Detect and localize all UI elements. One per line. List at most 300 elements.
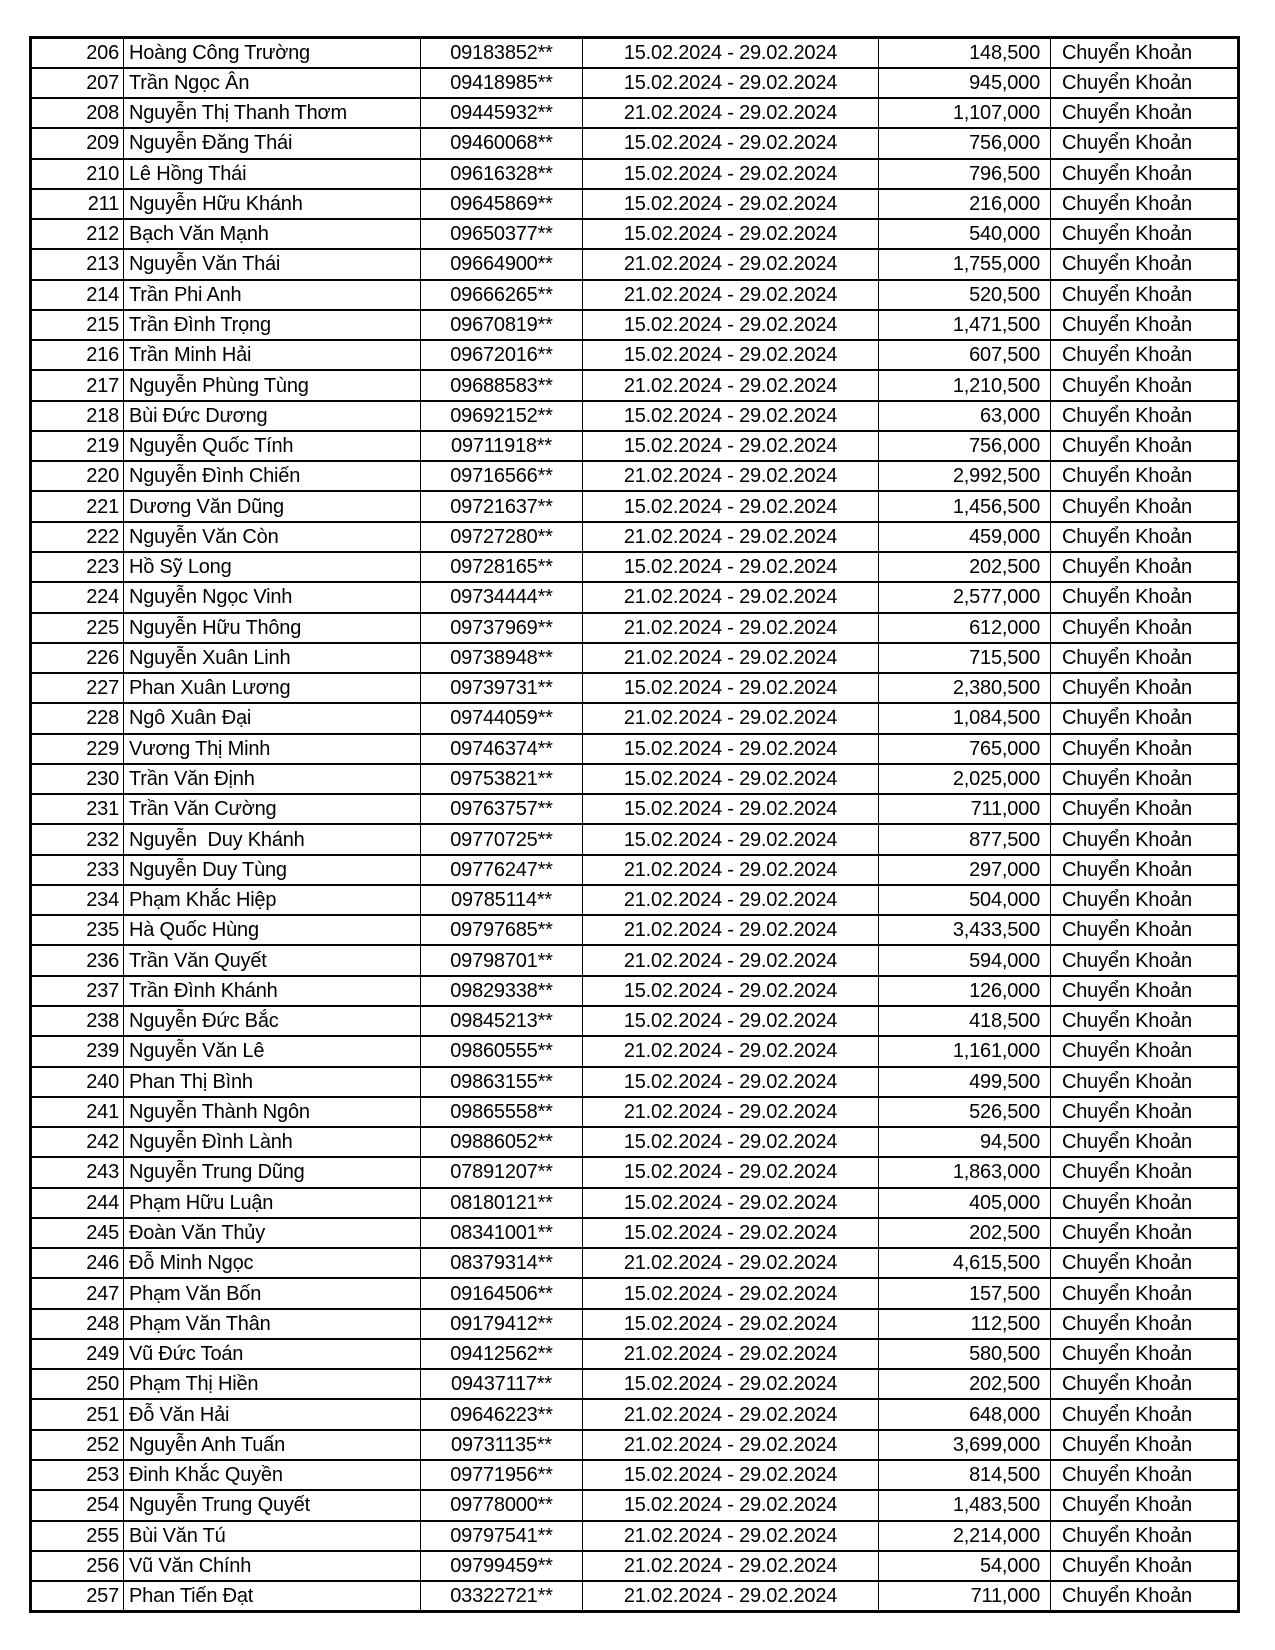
phone-masked-cell: 08341001** [421,1218,583,1248]
table-row [31,189,1239,219]
amount-cell: 202,500 [879,552,1051,582]
phone-masked-cell: 07891207** [421,1157,583,1187]
period-cell: 21.02.2024 - 29.02.2024 [583,1339,879,1369]
payment-method-cell: Chuyển Khoản [1051,1460,1239,1490]
phone-masked-cell: 09721637** [421,491,583,521]
period-cell: 15.02.2024 - 29.02.2024 [583,219,879,249]
table-row [31,855,1239,885]
full-name-cell: Đỗ Minh Ngọc [124,1248,421,1278]
payment-method-cell: Chuyển Khoản [1051,1309,1239,1339]
full-name-cell: Nguyễn Duy Khánh [124,824,421,854]
row-number-cell: 228 [31,703,124,733]
table-row [31,582,1239,612]
period-cell: 21.02.2024 - 29.02.2024 [583,1551,879,1581]
amount-cell: 4,615,500 [879,1248,1051,1278]
period-cell: 15.02.2024 - 29.02.2024 [583,159,879,189]
full-name-cell: Nguyễn Thành Ngôn [124,1097,421,1127]
full-name-cell: Đinh Khắc Quyền [124,1460,421,1490]
table-row [31,1369,1239,1399]
period-cell: 21.02.2024 - 29.02.2024 [583,703,879,733]
phone-masked-cell: 09672016** [421,340,583,370]
row-number-cell: 252 [31,1430,124,1460]
row-number-cell: 240 [31,1067,124,1097]
phone-masked-cell: 09778000** [421,1490,583,1520]
amount-cell: 756,000 [879,128,1051,158]
full-name-cell: Hà Quốc Hùng [124,915,421,945]
period-cell: 15.02.2024 - 29.02.2024 [583,1369,879,1399]
amount-cell: 2,577,000 [879,582,1051,612]
phone-masked-cell: 09418985** [421,68,583,98]
phone-masked-cell: 09460068** [421,128,583,158]
table-row [31,976,1239,1006]
row-number-cell: 251 [31,1399,124,1429]
amount-cell: 148,500 [879,38,1051,68]
row-number-cell: 213 [31,249,124,279]
full-name-cell: Bạch Văn Mạnh [124,219,421,249]
phone-masked-cell: 09616328** [421,159,583,189]
table-row [31,1309,1239,1339]
table-row [31,552,1239,582]
amount-cell: 796,500 [879,159,1051,189]
period-cell: 15.02.2024 - 29.02.2024 [583,552,879,582]
full-name-cell: Trần Văn Định [124,764,421,794]
phone-masked-cell: 09734444** [421,582,583,612]
amount-cell: 594,000 [879,945,1051,975]
phone-masked-cell: 09646223** [421,1399,583,1429]
amount-cell: 202,500 [879,1218,1051,1248]
amount-cell: 1,107,000 [879,98,1051,128]
payment-method-cell: Chuyển Khoản [1051,159,1239,189]
phone-masked-cell: 09798701** [421,945,583,975]
period-cell: 21.02.2024 - 29.02.2024 [583,582,879,612]
full-name-cell: Nguyễn Đăng Thái [124,128,421,158]
phone-masked-cell: 09164506** [421,1278,583,1308]
amount-cell: 405,000 [879,1188,1051,1218]
period-cell: 21.02.2024 - 29.02.2024 [583,1399,879,1429]
payment-method-cell: Chuyển Khoản [1051,1157,1239,1187]
amount-cell: 297,000 [879,855,1051,885]
amount-cell: 715,500 [879,643,1051,673]
period-cell: 21.02.2024 - 29.02.2024 [583,98,879,128]
phone-masked-cell: 09731135** [421,1430,583,1460]
phone-masked-cell: 09860555** [421,1036,583,1066]
payment-method-cell: Chuyển Khoản [1051,1006,1239,1036]
phone-masked-cell: 09771956** [421,1460,583,1490]
row-number-cell: 220 [31,461,124,491]
row-number-cell: 219 [31,431,124,461]
row-number-cell: 236 [31,945,124,975]
period-cell: 21.02.2024 - 29.02.2024 [583,1097,879,1127]
table-row [31,370,1239,400]
table-row [31,68,1239,98]
payment-method-cell: Chuyển Khoản [1051,128,1239,158]
full-name-cell: Vũ Văn Chính [124,1551,421,1581]
amount-cell: 418,500 [879,1006,1051,1036]
amount-cell: 765,000 [879,734,1051,764]
payment-method-cell: Chuyển Khoản [1051,1278,1239,1308]
period-cell: 21.02.2024 - 29.02.2024 [583,855,879,885]
row-number-cell: 217 [31,370,124,400]
row-number-cell: 235 [31,915,124,945]
amount-cell: 112,500 [879,1309,1051,1339]
full-name-cell: Phạm Khắc Hiệp [124,885,421,915]
period-cell: 21.02.2024 - 29.02.2024 [583,885,879,915]
payment-method-cell: Chuyển Khoản [1051,431,1239,461]
table-row [31,1097,1239,1127]
table-row [31,38,1239,68]
amount-cell: 126,000 [879,976,1051,1006]
row-number-cell: 243 [31,1157,124,1187]
full-name-cell: Đỗ Văn Hải [124,1399,421,1429]
phone-masked-cell: 08180121** [421,1188,583,1218]
payment-method-cell: Chuyển Khoản [1051,461,1239,491]
table-row [31,1399,1239,1429]
full-name-cell: Hoàng Công Trường [124,38,421,68]
period-cell: 21.02.2024 - 29.02.2024 [583,461,879,491]
row-number-cell: 233 [31,855,124,885]
period-cell: 15.02.2024 - 29.02.2024 [583,491,879,521]
table-row [31,1551,1239,1581]
amount-cell: 814,500 [879,1460,1051,1490]
table-row [31,794,1239,824]
row-number-cell: 227 [31,673,124,703]
amount-cell: 607,500 [879,340,1051,370]
period-cell: 15.02.2024 - 29.02.2024 [583,1006,879,1036]
payment-method-cell: Chuyển Khoản [1051,673,1239,703]
full-name-cell: Nguyễn Trung Quyết [124,1490,421,1520]
payment-method-cell: Chuyển Khoản [1051,1551,1239,1581]
amount-cell: 711,000 [879,794,1051,824]
period-cell: 21.02.2024 - 29.02.2024 [583,1036,879,1066]
row-number-cell: 229 [31,734,124,764]
row-number-cell: 225 [31,613,124,643]
row-number-cell: 234 [31,885,124,915]
payment-method-cell: Chuyển Khoản [1051,189,1239,219]
phone-masked-cell: 09863155** [421,1067,583,1097]
payment-method-cell: Chuyển Khoản [1051,68,1239,98]
payment-method-cell: Chuyển Khoản [1051,976,1239,1006]
period-cell: 15.02.2024 - 29.02.2024 [583,764,879,794]
full-name-cell: Phan Tiến Đạt [124,1581,421,1611]
payment-method-cell: Chuyển Khoản [1051,613,1239,643]
row-number-cell: 257 [31,1581,124,1611]
period-cell: 21.02.2024 - 29.02.2024 [583,522,879,552]
phone-masked-cell: 09744059** [421,703,583,733]
row-number-cell: 207 [31,68,124,98]
payment-method-cell: Chuyển Khoản [1051,1036,1239,1066]
phone-masked-cell: 09183852** [421,38,583,68]
full-name-cell: Nguyễn Trung Dũng [124,1157,421,1187]
full-name-cell: Phạm Thị Hiền [124,1369,421,1399]
payment-method-cell: Chuyển Khoản [1051,1339,1239,1369]
full-name-cell: Phan Thị Bình [124,1067,421,1097]
payment-method-cell: Chuyển Khoản [1051,98,1239,128]
phone-masked-cell: 09829338** [421,976,583,1006]
table-row [31,673,1239,703]
table-row [31,159,1239,189]
payment-method-cell: Chuyển Khoản [1051,915,1239,945]
full-name-cell: Vũ Đức Toán [124,1339,421,1369]
payment-method-cell: Chuyển Khoản [1051,310,1239,340]
row-number-cell: 242 [31,1127,124,1157]
phone-masked-cell: 09865558** [421,1097,583,1127]
period-cell: 21.02.2024 - 29.02.2024 [583,249,879,279]
payment-method-cell: Chuyển Khoản [1051,38,1239,68]
table-row [31,1248,1239,1278]
phone-masked-cell: 09797685** [421,915,583,945]
payment-method-cell: Chuyển Khoản [1051,491,1239,521]
full-name-cell: Trần Đình Khánh [124,976,421,1006]
table-row [31,491,1239,521]
row-number-cell: 218 [31,401,124,431]
period-cell: 15.02.2024 - 29.02.2024 [583,1460,879,1490]
payment-method-cell: Chuyển Khoản [1051,794,1239,824]
table-row [31,703,1239,733]
phone-masked-cell: 09797541** [421,1521,583,1551]
amount-cell: 2,992,500 [879,461,1051,491]
row-number-cell: 224 [31,582,124,612]
payment-method-cell: Chuyển Khoản [1051,1218,1239,1248]
full-name-cell: Nguyễn Văn Thái [124,249,421,279]
payment-method-cell: Chuyển Khoản [1051,643,1239,673]
amount-cell: 54,000 [879,1551,1051,1581]
table-row [31,219,1239,249]
period-cell: 21.02.2024 - 29.02.2024 [583,1248,879,1278]
amount-cell: 580,500 [879,1339,1051,1369]
amount-cell: 504,000 [879,885,1051,915]
phone-masked-cell: 09670819** [421,310,583,340]
row-number-cell: 209 [31,128,124,158]
full-name-cell: Phạm Văn Bốn [124,1278,421,1308]
period-cell: 15.02.2024 - 29.02.2024 [583,401,879,431]
period-cell: 15.02.2024 - 29.02.2024 [583,824,879,854]
full-name-cell: Phạm Hữu Luận [124,1188,421,1218]
phone-masked-cell: 09437117** [421,1369,583,1399]
amount-cell: 2,214,000 [879,1521,1051,1551]
row-number-cell: 253 [31,1460,124,1490]
payment-table [29,36,1240,1613]
row-number-cell: 254 [31,1490,124,1520]
table-row [31,522,1239,552]
phone-masked-cell: 09738948** [421,643,583,673]
phone-masked-cell: 09785114** [421,885,583,915]
period-cell: 15.02.2024 - 29.02.2024 [583,794,879,824]
period-cell: 21.02.2024 - 29.02.2024 [583,280,879,310]
row-number-cell: 244 [31,1188,124,1218]
phone-masked-cell: 09753821** [421,764,583,794]
phone-masked-cell: 09737969** [421,613,583,643]
row-number-cell: 211 [31,189,124,219]
phone-masked-cell: 09739731** [421,673,583,703]
amount-cell: 520,500 [879,280,1051,310]
phone-masked-cell: 09650377** [421,219,583,249]
table-row [31,310,1239,340]
full-name-cell: Phan Xuân Lương [124,673,421,703]
amount-cell: 94,500 [879,1127,1051,1157]
full-name-cell: Phạm Văn Thân [124,1309,421,1339]
table-row [31,431,1239,461]
period-cell: 15.02.2024 - 29.02.2024 [583,734,879,764]
full-name-cell: Nguyễn Văn Còn [124,522,421,552]
amount-cell: 1,161,000 [879,1036,1051,1066]
payment-method-cell: Chuyển Khoản [1051,855,1239,885]
phone-masked-cell: 09728165** [421,552,583,582]
payment-method-cell: Chuyển Khoản [1051,1127,1239,1157]
period-cell: 15.02.2024 - 29.02.2024 [583,68,879,98]
full-name-cell: Ngô Xuân Đại [124,703,421,733]
period-cell: 21.02.2024 - 29.02.2024 [583,1430,879,1460]
full-name-cell: Nguyễn Hữu Thông [124,613,421,643]
full-name-cell: Nguyễn Ngọc Vinh [124,582,421,612]
phone-masked-cell: 09746374** [421,734,583,764]
full-name-cell: Nguyễn Đức Bắc [124,1006,421,1036]
full-name-cell: Trần Đình Trọng [124,310,421,340]
period-cell: 15.02.2024 - 29.02.2024 [583,1127,879,1157]
row-number-cell: 230 [31,764,124,794]
table-row [31,401,1239,431]
row-number-cell: 232 [31,824,124,854]
table-row [31,885,1239,915]
payment-method-cell: Chuyển Khoản [1051,1188,1239,1218]
payment-method-cell: Chuyển Khoản [1051,370,1239,400]
row-number-cell: 256 [31,1551,124,1581]
row-number-cell: 231 [31,794,124,824]
phone-masked-cell: 09716566** [421,461,583,491]
amount-cell: 1,456,500 [879,491,1051,521]
full-name-cell: Nguyễn Đình Lành [124,1127,421,1157]
full-name-cell: Nguyễn Quốc Tính [124,431,421,461]
period-cell: 15.02.2024 - 29.02.2024 [583,431,879,461]
payment-method-cell: Chuyển Khoản [1051,1067,1239,1097]
row-number-cell: 255 [31,1521,124,1551]
period-cell: 15.02.2024 - 29.02.2024 [583,1309,879,1339]
period-cell: 21.02.2024 - 29.02.2024 [583,643,879,673]
period-cell: 21.02.2024 - 29.02.2024 [583,370,879,400]
amount-cell: 612,000 [879,613,1051,643]
payment-method-cell: Chuyển Khoản [1051,945,1239,975]
payment-method-cell: Chuyển Khoản [1051,734,1239,764]
amount-cell: 648,000 [879,1399,1051,1429]
period-cell: 21.02.2024 - 29.02.2024 [583,613,879,643]
payment-method-cell: Chuyển Khoản [1051,1399,1239,1429]
period-cell: 21.02.2024 - 29.02.2024 [583,945,879,975]
amount-cell: 2,380,500 [879,673,1051,703]
payment-method-cell: Chuyển Khoản [1051,1490,1239,1520]
row-number-cell: 226 [31,643,124,673]
table-row [31,1490,1239,1520]
payment-method-cell: Chuyển Khoản [1051,764,1239,794]
phone-masked-cell: 09645869** [421,189,583,219]
row-number-cell: 214 [31,280,124,310]
table-row [31,1157,1239,1187]
period-cell: 15.02.2024 - 29.02.2024 [583,1157,879,1187]
row-number-cell: 247 [31,1278,124,1308]
payment-method-cell: Chuyển Khoản [1051,401,1239,431]
payment-method-cell: Chuyển Khoản [1051,1369,1239,1399]
payment-method-cell: Chuyển Khoản [1051,824,1239,854]
row-number-cell: 245 [31,1218,124,1248]
row-number-cell: 215 [31,310,124,340]
payment-method-cell: Chuyển Khoản [1051,703,1239,733]
amount-cell: 877,500 [879,824,1051,854]
period-cell: 21.02.2024 - 29.02.2024 [583,1581,879,1611]
period-cell: 15.02.2024 - 29.02.2024 [583,38,879,68]
payment-method-cell: Chuyển Khoản [1051,552,1239,582]
payment-method-cell: Chuyển Khoản [1051,280,1239,310]
phone-masked-cell: 09664900** [421,249,583,279]
table-row [31,340,1239,370]
phone-masked-cell: 03322721** [421,1581,583,1611]
table-row [31,613,1239,643]
table-row [31,249,1239,279]
amount-cell: 499,500 [879,1067,1051,1097]
table-row [31,1278,1239,1308]
table-row [31,1430,1239,1460]
row-number-cell: 216 [31,340,124,370]
period-cell: 15.02.2024 - 29.02.2024 [583,1490,879,1520]
full-name-cell: Nguyễn Anh Tuấn [124,1430,421,1460]
row-number-cell: 221 [31,491,124,521]
row-number-cell: 248 [31,1309,124,1339]
full-name-cell: Trần Phi Anh [124,280,421,310]
full-name-cell: Trần Văn Cường [124,794,421,824]
table-row [31,280,1239,310]
row-number-cell: 223 [31,552,124,582]
row-number-cell: 238 [31,1006,124,1036]
table-row [31,1127,1239,1157]
amount-cell: 711,000 [879,1581,1051,1611]
payment-method-cell: Chuyển Khoản [1051,1097,1239,1127]
table-row [31,734,1239,764]
full-name-cell: Nguyễn Văn Lê [124,1036,421,1066]
amount-cell: 540,000 [879,219,1051,249]
full-name-cell: Nguyễn Duy Tùng [124,855,421,885]
full-name-cell: Hồ Sỹ Long [124,552,421,582]
amount-cell: 2,025,000 [879,764,1051,794]
row-number-cell: 241 [31,1097,124,1127]
table-row [31,915,1239,945]
phone-masked-cell: 09845213** [421,1006,583,1036]
payment-method-cell: Chuyển Khoản [1051,885,1239,915]
period-cell: 15.02.2024 - 29.02.2024 [583,310,879,340]
phone-masked-cell: 09692152** [421,401,583,431]
period-cell: 15.02.2024 - 29.02.2024 [583,673,879,703]
amount-cell: 756,000 [879,431,1051,461]
amount-cell: 945,000 [879,68,1051,98]
table-row [31,1460,1239,1490]
payment-method-cell: Chuyển Khoản [1051,1248,1239,1278]
amount-cell: 1,084,500 [879,703,1051,733]
row-number-cell: 250 [31,1369,124,1399]
payment-method-cell: Chuyển Khoản [1051,1521,1239,1551]
phone-masked-cell: 09179412** [421,1309,583,1339]
payment-method-cell: Chuyển Khoản [1051,340,1239,370]
period-cell: 15.02.2024 - 29.02.2024 [583,1188,879,1218]
phone-masked-cell: 09688583** [421,370,583,400]
amount-cell: 1,755,000 [879,249,1051,279]
row-number-cell: 210 [31,159,124,189]
table-row [31,1006,1239,1036]
amount-cell: 63,000 [879,401,1051,431]
phone-masked-cell: 08379314** [421,1248,583,1278]
full-name-cell: Trần Văn Quyết [124,945,421,975]
table-row [31,1581,1239,1611]
table-row [31,1036,1239,1066]
full-name-cell: Bùi Văn Tú [124,1521,421,1551]
payment-method-cell: Chuyển Khoản [1051,249,1239,279]
phone-masked-cell: 09886052** [421,1127,583,1157]
full-name-cell: Lê Hồng Thái [124,159,421,189]
